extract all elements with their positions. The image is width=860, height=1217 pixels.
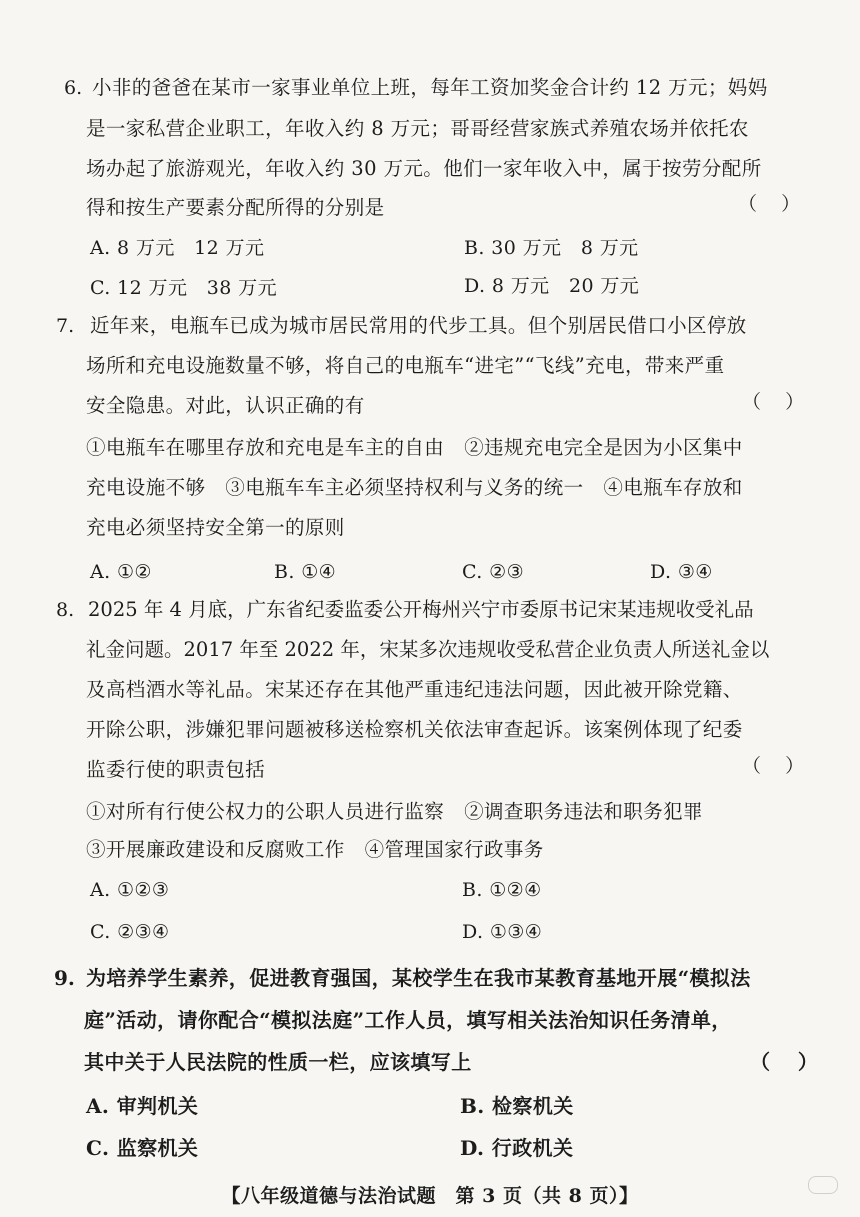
statement-line: ①对所有行使公权力的公职人员进行监察 ②调查职务违法和职务犯罪 (86, 800, 703, 823)
watermark (808, 1176, 842, 1194)
answer-parentheses: （ ） (742, 755, 805, 777)
option-d[interactable]: D. 8 万元 20 万元 (464, 275, 640, 297)
option-c[interactable]: C. 12 万元 38 万元 (90, 277, 277, 299)
option-c[interactable]: C. 监察机关 (86, 1136, 199, 1160)
question-text-line: 场所和充电设施数量不够，将自己的电瓶车“进宅”“飞线”充电，带来严重 (86, 354, 725, 377)
option-c[interactable]: C. ②③④ (90, 921, 170, 943)
option-c[interactable]: C. ②③ (462, 561, 525, 583)
option-a[interactable]: A. 审判机关 (86, 1094, 199, 1118)
answer-parentheses: （ ） (742, 391, 805, 413)
option-b[interactable]: B. 30 万元 8 万元 (464, 237, 639, 259)
question-text-line: 开除公职，涉嫌犯罪问题被移送检察机关依法审查起诉。该案例体现了纪委 (86, 718, 743, 741)
watermark-logo-icon (808, 1176, 838, 1194)
question-text-line: 其中关于人民法院的性质一栏，应该填写上 (84, 1050, 472, 1074)
question-number: 9. (54, 966, 75, 990)
option-b[interactable]: B. ①④ (274, 561, 337, 583)
option-a[interactable]: A. 8 万元 12 万元 (90, 237, 265, 259)
question-number: 6. (64, 77, 83, 99)
statement-line: 充电设施不够 ③电瓶车车主必须坚持权利与义务的统一 ④电瓶车存放和 (86, 476, 743, 499)
option-d[interactable]: D. ③④ (650, 561, 713, 583)
question-text-line: 得和按生产要素分配所得的分别是 (86, 196, 385, 219)
option-d[interactable]: D. ①③④ (462, 921, 543, 943)
answer-parentheses: （ ） (738, 193, 801, 215)
option-a[interactable]: A. ①② (90, 561, 152, 583)
question-text-line: 场办起了旅游观光，年收入约 30 万元。他们一家年收入中，属于按劳分配所 (86, 157, 762, 180)
question-number: 7. (56, 315, 75, 337)
question-text-line: 近年来，电瓶车已成为城市居民常用的代步工具。但个别居民借口小区停放 (90, 314, 747, 337)
question-text-line: 庭”活动，请你配合“模拟法庭”工作人员，填写相关法治知识任务清单， (84, 1008, 732, 1032)
statement-line: ①电瓶车在哪里存放和充电是车主的自由 ②违规充电完全是因为小区集中 (86, 436, 743, 459)
statement-line: 充电必须坚持安全第一的原则 (86, 516, 345, 539)
question-number: 8. (56, 599, 75, 621)
answer-parentheses: （ ） (750, 1050, 818, 1074)
option-d[interactable]: D. 行政机关 (460, 1136, 574, 1160)
page-footer: 【八年级道德与法治试题 第 3 页（共 8 页）】 (221, 1185, 639, 1207)
question-text-line: 及高档酒水等礼品。宋某还存在其他严重违纪违法问题，因此被开除党籍、 (86, 678, 743, 701)
option-b[interactable]: B. ①②④ (462, 879, 542, 901)
question-text-line: 是一家私营企业职工，年收入约 8 万元；哥哥经营家族式养殖农场并依托农 (86, 117, 749, 140)
option-b[interactable]: B. 检察机关 (460, 1094, 574, 1118)
question-text-line: 礼金问题。2017 年至 2022 年，宋某多次违规收受私营企业负责人所送礼金以 (86, 638, 770, 661)
question-text-line: 为培养学生素养，促进教育强国，某校学生在我市某教育基地开展“模拟法 (86, 966, 751, 990)
option-a[interactable]: A. ①②③ (90, 879, 170, 901)
question-text-line: 安全隐患。对此，认识正确的有 (86, 394, 365, 417)
statement-line: ③开展廉政建设和反腐败工作 ④管理国家行政事务 (86, 838, 544, 861)
question-text-line: 监委行使的职责包括 (86, 758, 266, 781)
question-text-line: 2025 年 4 月底，广东省纪委监委公开梅州兴宁市委原书记宋某违规收受礼品 (88, 598, 754, 621)
question-text-line: 小非的爸爸在某市一家事业单位上班，每年工资加奖金合计约 12 万元；妈妈 (92, 76, 768, 99)
